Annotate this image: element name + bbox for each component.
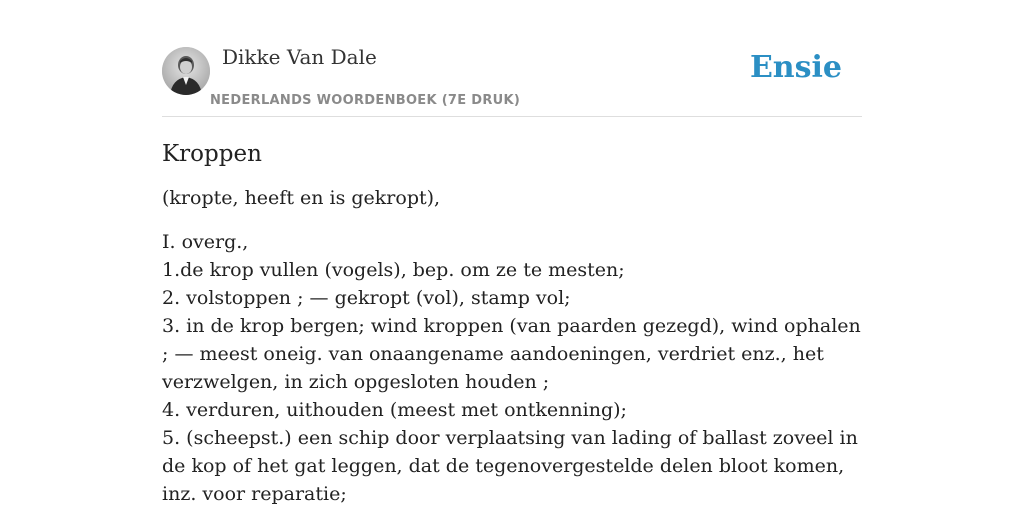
definition-item: 4. verduren, uithouden (meest met ontkenning);	[162, 399, 627, 421]
brand-logo[interactable]: Ensie	[749, 50, 842, 85]
entry-title: Kroppen	[162, 141, 262, 167]
definition-item: 5. (scheepst.) een schip door verplaatsing van lading of ballast zoveel in de kop of het gat leggen, dat de tegenovergestelde delen bloot komen, inz. voor reparatie;	[162, 427, 858, 505]
definition-item: I. overg.,	[162, 231, 249, 253]
entry-grammar: (kropte, heeft en is gekropt),	[162, 187, 441, 209]
definition-item: 2. volstoppen ; — gekropt (vol), stamp vol;	[162, 287, 571, 309]
definition-list	[162, 228, 862, 508]
author-name[interactable]: Dikke Van Dale	[222, 45, 377, 69]
author-portrait-icon	[162, 47, 210, 95]
definition-item: 1.de krop vullen (vogels), bep. om ze te mesten;	[162, 259, 625, 281]
author-avatar[interactable]	[162, 47, 210, 95]
source-label[interactable]: NEDERLANDS WOORDENBOEK (7E DRUK)	[210, 93, 521, 108]
definition-item: 3. in de krop bergen; wind kroppen (van paarden gezegd), wind ophalen ; — meest oneig. van onaangename aandoeningen, verdriet enz., het verzwelgen, in zich opgesloten houden ;	[162, 315, 861, 393]
page-header	[162, 0, 862, 117]
entry-content	[162, 138, 862, 508]
